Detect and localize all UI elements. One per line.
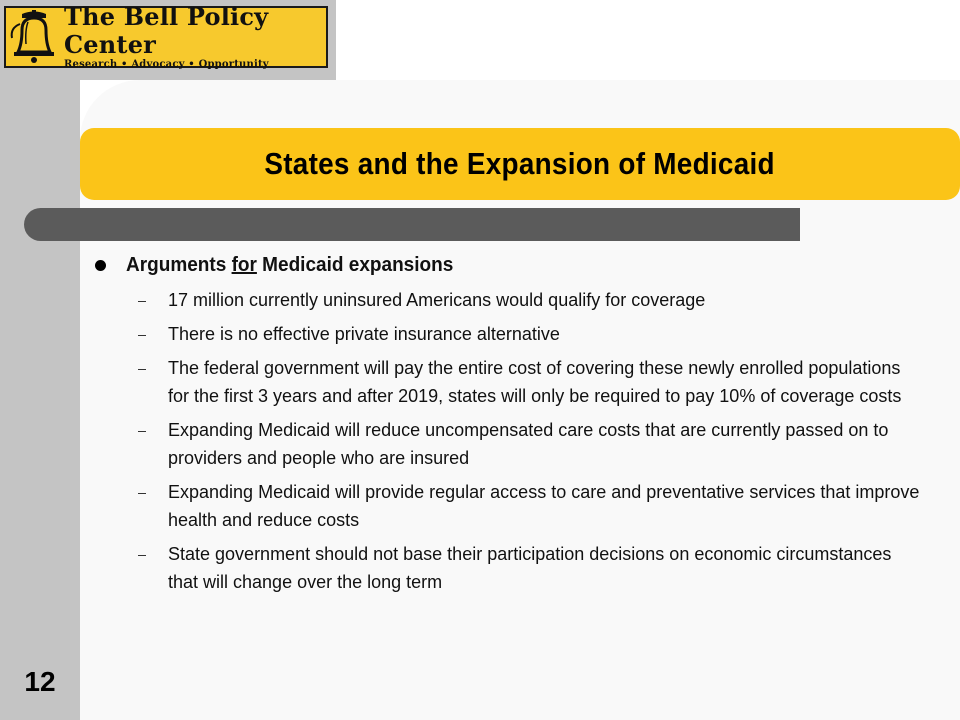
sub-bullet	[94, 540, 920, 596]
main-bullet-prefix: Arguments	[126, 254, 232, 276]
slide-content	[94, 252, 920, 602]
dash-marker	[138, 301, 146, 302]
sub-bullet	[94, 354, 920, 410]
sub-bullet	[94, 478, 920, 534]
bell-policy-logo	[4, 2, 328, 70]
logo-tagline: Research • Advocacy • Opportunity	[64, 59, 269, 70]
logo-title: The Bell Policy Center	[64, 2, 269, 59]
logo-text	[64, 3, 326, 71]
title-bar	[80, 128, 960, 200]
sub-bullet	[94, 320, 920, 348]
dash-marker	[138, 369, 146, 370]
sub-bullet-text: The federal government will pay the entire cost of covering these newly enrolled populations for the first 3 years and after 2019, states will only be required to pay 10% of coverage costs	[168, 358, 902, 406]
divider-bar	[24, 208, 800, 241]
main-bullet-suffix: Medicaid expansions	[256, 254, 454, 276]
main-bullet-emphasis: for	[231, 254, 257, 276]
left-gray-band	[0, 0, 80, 720]
dash-marker	[138, 431, 146, 432]
sub-bullet-list	[94, 286, 920, 596]
main-bullet	[94, 252, 920, 286]
dash-marker	[138, 555, 146, 556]
bell-icon	[8, 8, 60, 66]
sub-bullet-text: Expanding Medicaid will provide regular access to care and preventative services that improve health and reduce costs	[168, 482, 920, 530]
main-bullet-text	[126, 252, 453, 279]
bullet-dot	[95, 260, 106, 271]
sub-bullet-text: State government should not base their participation decisions on economic circumstances that will change over the long term	[168, 544, 892, 592]
sub-bullet-text: There is no effective private insurance alternative	[168, 324, 560, 344]
sub-bullet-text: Expanding Medicaid will reduce uncompensated care costs that are currently passed on to providers and people who are insured	[168, 420, 889, 468]
dash-marker	[138, 493, 146, 494]
sub-bullet-text: 17 million currently uninsured Americans would qualify for coverage	[168, 290, 706, 310]
sub-bullet	[94, 416, 920, 472]
slide-title: States and the Expansion of Medicaid	[264, 146, 776, 181]
dash-marker	[138, 335, 146, 336]
page-number: 12	[24, 666, 56, 697]
sub-bullet	[94, 286, 920, 314]
